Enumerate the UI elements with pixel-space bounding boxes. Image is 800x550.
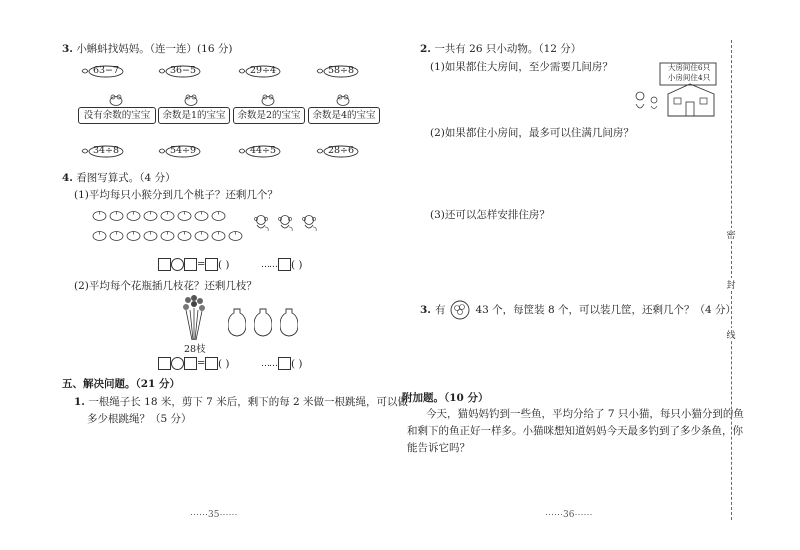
tadpole-bottom-4[interactable] [315, 145, 359, 158]
tadpole-top-4[interactable] [315, 65, 359, 78]
answer-paren[interactable]: ( ) [291, 357, 303, 370]
q3-text: 小蝌蚪找妈妈。（连一连）(16 分) [76, 43, 233, 55]
problem-1-number: 1. [74, 396, 85, 408]
tadpole-top-1[interactable] [80, 65, 124, 78]
q3-number: 3. [62, 43, 73, 55]
flower-bouquet-icon [180, 294, 208, 342]
problem-1-line1 [74, 395, 408, 409]
peach-icon [109, 210, 124, 221]
frog-icon [108, 94, 124, 106]
problem-3-text-a: 有 [434, 304, 446, 316]
section-5-heading: 五、解决问题。（21 分） [62, 378, 181, 390]
answer-box[interactable] [184, 258, 197, 271]
equation-row-1: = ( ) …… ( ) [158, 258, 333, 271]
problem-2-heading [420, 42, 581, 56]
seal-char-1: 密 [725, 228, 737, 241]
bonus-heading: 附加题。（10 分） [402, 392, 489, 404]
bonus-line-3: 能告诉它吗？ [407, 442, 470, 454]
q4-heading [62, 171, 176, 185]
problem-2-number: 2. [420, 43, 431, 55]
seal-char-2: 封 [725, 278, 737, 291]
peach-icon [177, 210, 192, 221]
tadpole-expression: 34÷8 [92, 145, 120, 156]
frog-icon [260, 94, 276, 106]
answer-paren[interactable]: ( ) [291, 258, 303, 271]
bonus-line-2: 和剩下的鱼正好一样多。小猫咪想知道妈妈今天最多钓到了多少条鱼，你 [407, 425, 743, 437]
peach-icon [194, 210, 209, 221]
peach-icon [143, 210, 158, 221]
problem-3-number: 3. [420, 304, 431, 316]
vase-icon [280, 307, 298, 337]
peach-icon [92, 210, 107, 221]
problem-2-2-text: (2)如果都住小房间，最多可以住满几间房？ [430, 127, 634, 139]
monkey-icon [252, 214, 270, 232]
peach-icon [109, 230, 124, 241]
problem-1-line2: 多少根跳绳？（5 分） [87, 413, 192, 425]
problem-2-text: 一共有 26 只小动物。（12 分） [434, 43, 582, 55]
answer-box[interactable] [278, 357, 291, 370]
monkey-icon [276, 214, 294, 232]
tadpole-expression: 63−7 [92, 65, 120, 76]
tadpole-expression: 36−5 [169, 65, 197, 76]
frog-icon [335, 94, 351, 106]
frog-label-2[interactable]: 余数是1的宝宝 [158, 107, 230, 124]
answer-box[interactable] [205, 258, 218, 271]
apple-basket-icon [449, 300, 471, 320]
tadpole-expression: 54÷9 [169, 145, 197, 156]
answer-box[interactable] [184, 357, 197, 370]
tadpole-expression: 58÷8 [327, 65, 355, 76]
tadpole-top-2[interactable] [157, 65, 201, 78]
bonus-line-1: 今天，猫妈妈钓到一些鱼，平均分给了 7 只小猫，每只小猫分到的鱼 [426, 408, 744, 420]
peach-icon [92, 230, 107, 241]
problem-2-1-text: (1)如果都住大房间，至少需要几间房？ [430, 61, 613, 73]
q3-heading [62, 42, 232, 56]
answer-box[interactable] [158, 258, 171, 271]
equation-row-2: = ( ) …… ( ) [158, 357, 333, 370]
peach-icon [211, 210, 226, 221]
problem-2-3-text: (3)还可以怎样安排住房？ [430, 209, 550, 221]
flower-count: 28枝 [184, 344, 206, 355]
peach-icon [143, 230, 158, 241]
frog-label-3[interactable]: 余数是2的宝宝 [233, 107, 305, 124]
tadpole-bottom-1[interactable] [80, 145, 124, 158]
peach-icon [194, 230, 209, 241]
q4-number: 4. [62, 172, 73, 184]
room-sign-line2: 小房间住4只 [667, 73, 711, 82]
frog-label-4[interactable]: 余数是4的宝宝 [308, 107, 380, 124]
vase-icon [228, 307, 246, 337]
answer-paren[interactable]: ( ) [218, 258, 230, 271]
peach-icon [228, 230, 243, 241]
monkey-icon [300, 214, 318, 232]
peach-icon [177, 230, 192, 241]
problem-3-text-b: 43 个，每筐装 8 个，可以装几筐，还剩几个？（4 分） [475, 304, 737, 316]
left-page-number: ⋯⋯35⋯⋯ [190, 510, 238, 520]
right-page-number: ⋯⋯36⋯⋯ [545, 510, 593, 520]
room-sign [661, 63, 717, 83]
tadpole-expression: 44÷5 [249, 145, 277, 156]
tadpole-expression: 29÷4 [249, 65, 277, 76]
frog-icon [183, 94, 199, 106]
problem-3 [420, 300, 736, 320]
answer-paren[interactable]: ( ) [218, 357, 230, 370]
frog-label-1[interactable]: 没有余数的宝宝 [78, 107, 156, 124]
tadpole-bottom-3[interactable] [237, 145, 281, 158]
q4-1-text: (1)平均每只小猴分到几个桃子？还剩几个？ [74, 189, 278, 201]
operator-circle[interactable] [171, 357, 184, 370]
seal-char-3: 线 [725, 328, 737, 341]
operator-circle[interactable] [171, 258, 184, 271]
answer-box[interactable] [205, 357, 218, 370]
answer-box[interactable] [158, 357, 171, 370]
problem-1-text: 一根绳子长 18 米，剪下 7 米后，剩下的每 2 米做一根跳绳，可以做 [88, 396, 409, 408]
vase-icon [254, 307, 272, 337]
room-sign-line1: 大房间住6只 [667, 63, 711, 72]
tadpole-expression: 28÷6 [327, 145, 355, 156]
tadpole-top-3[interactable] [237, 65, 281, 78]
tadpole-bottom-2[interactable] [157, 145, 201, 158]
peach-icon [160, 210, 175, 221]
peach-icon [126, 230, 141, 241]
answer-box[interactable] [278, 258, 291, 271]
peach-icon [211, 230, 226, 241]
peach-icon [126, 210, 141, 221]
q4-text: 看图写算式。（4 分） [76, 172, 176, 184]
animal-house-illustration [628, 60, 718, 122]
peach-icon [160, 230, 175, 241]
q4-2-text: (2)平均每个花瓶插几枝花？还剩几枝？ [74, 280, 257, 292]
